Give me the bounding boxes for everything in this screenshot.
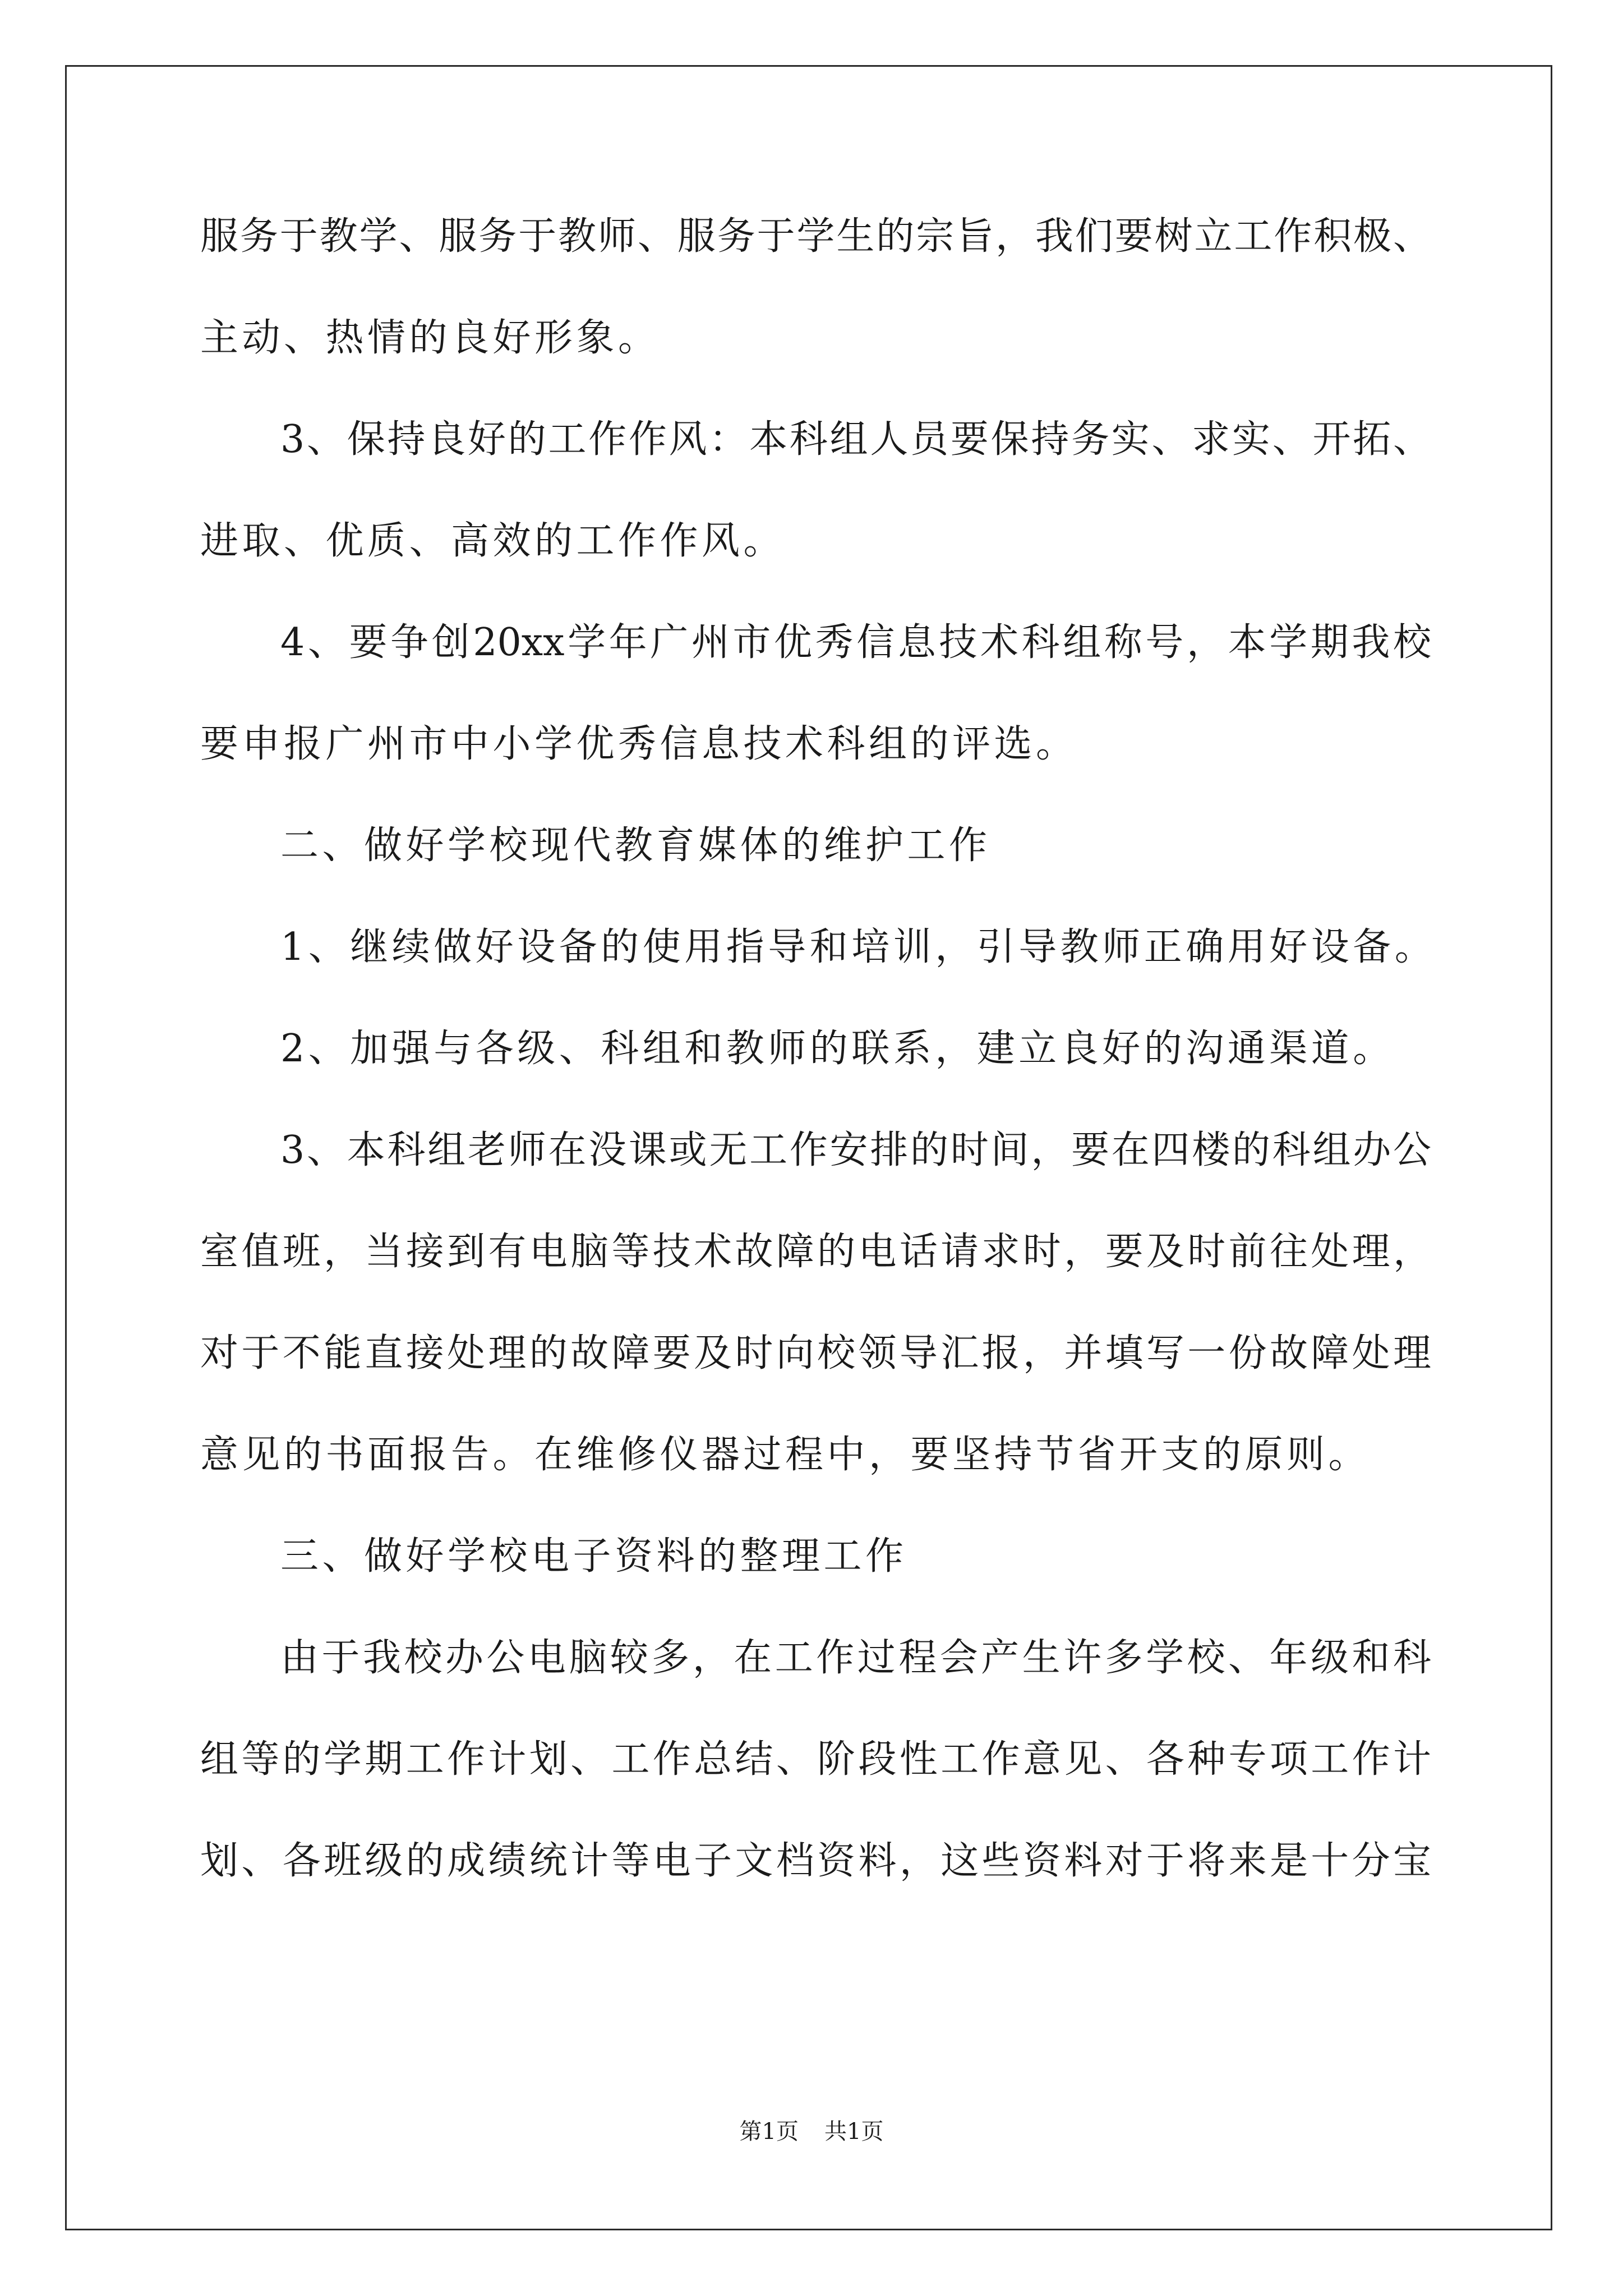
page-footer <box>0 2120 1623 2143</box>
section-heading: 三、做好学校电子资料的整理工作 <box>280 1534 907 1579</box>
body-line: 要申报广州市中小学优秀信息技术科组的评选。 <box>200 722 1078 766</box>
body-line: 对于不能直接处理的故障要及时向校领导汇报，并填写一份故障处理 <box>200 1331 1431 1375</box>
body-line: 室值班，当接到有电脑等技术故障的电话请求时，要及时前往处理， <box>200 1230 1431 1274</box>
body-line: 4、要争创20xx学年广州市优秀信息技术科组称号，本学期我校 <box>280 620 1431 665</box>
body-line: 主动、热情的良好形象。 <box>200 316 660 360</box>
page-total: 共1页 <box>824 2119 884 2145</box>
section-heading: 二、做好学校现代教育媒体的维护工作 <box>280 823 991 868</box>
page-number: 第1页 <box>739 2119 799 2145</box>
body-line: 意见的书面报告。在维修仪器过程中，要坚持节省开支的原则。 <box>200 1433 1371 1477</box>
body-line: 组等的学期工作计划、工作总结、阶段性工作意见、各种专项工作计 <box>200 1737 1431 1782</box>
body-line: 3、保持良好的工作作风：本科组人员要保持务实、求实、开拓、 <box>280 417 1431 462</box>
body-line: 划、各班级的成绩统计等电子文档资料，这些资料对于将来是十分宝 <box>200 1839 1431 1883</box>
document-body <box>200 214 1437 1944</box>
body-line: 进取、优质、高效的工作作风。 <box>200 519 786 563</box>
body-line: 3、本科组老师在没课或无工作安排的时间，要在四楼的科组办公 <box>280 1128 1431 1172</box>
body-line: 1、继续做好设备的使用指导和培训，引导教师正确用好设备。 <box>280 925 1437 969</box>
body-line: 由于我校办公电脑较多，在工作过程会产生许多学校、年级和科 <box>280 1636 1431 1680</box>
body-line: 服务于教学、服务于教师、服务于学生的宗旨，我们要树立工作积极、 <box>200 214 1431 259</box>
body-line: 2、加强与各级、科组和教师的联系，建立良好的沟通渠道。 <box>280 1027 1395 1071</box>
